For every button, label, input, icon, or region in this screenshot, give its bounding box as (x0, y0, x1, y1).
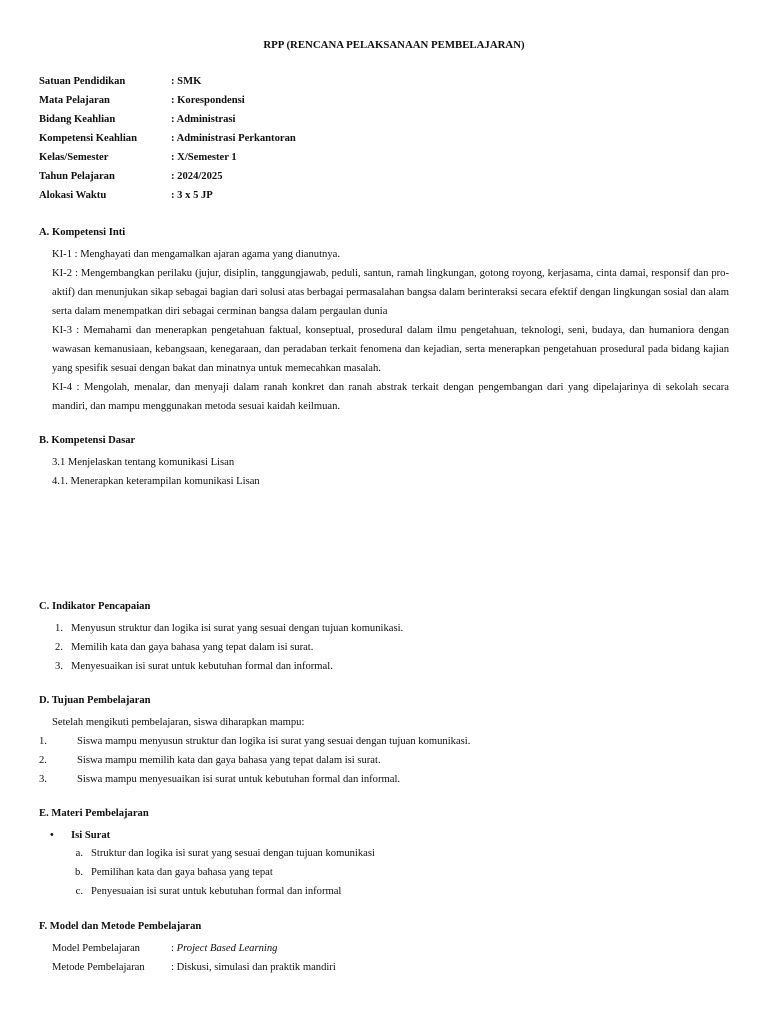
section-heading: D. Tujuan Pembelajaran (39, 695, 151, 706)
ki-item: KI-1 : Menghayati dan mengamalkan ajaran agama yang dianutnya. (52, 249, 340, 260)
meta-label: Satuan Pendidikan (39, 76, 126, 87)
list-item (39, 732, 729, 751)
section-heading: C. Indikator Pencapaian (39, 601, 151, 612)
list-letter: c. (75, 886, 83, 897)
list-text: Siswa mampu menyusun struktur dan logika isi surat yang sesuai dengan tujuan komunikasi. (77, 736, 471, 747)
section-heading: A. Kompetensi Inti (39, 227, 126, 238)
list-item (39, 883, 729, 902)
section-materi (39, 807, 729, 902)
list-item (39, 657, 729, 676)
list-number: 2. (39, 755, 47, 766)
meta-value: : Administrasi Perkantoran (171, 133, 296, 144)
section-kompetensi-inti (39, 226, 729, 416)
meta-value: : 2024/2025 (171, 171, 223, 182)
list-text: Penyesuaian isi surat untuk kebutuhan formal dan informal (91, 886, 342, 897)
list-item (39, 619, 729, 638)
kv-value (171, 939, 277, 958)
list-text: Menyesuaikan isi surat untuk kebutuhan formal dan informal. (71, 661, 333, 672)
ki-item: KI-4 : Mengolah, menalar, dan menyaji dalam ranah konkret dan ranah abstrak terkait dengan pengembangan dari yang dipelajarinya di sekolah secara mandiri, dan mampu menggunakan metoda sesuai kaidah keilmuan. (52, 382, 729, 412)
meta-label: Alokasi Waktu (39, 190, 107, 201)
section-indikator (39, 600, 729, 676)
kv-value (171, 958, 336, 977)
list-text: Menyusun struktur dan logika isi surat yang sesuai dengan tujuan komunikasi. (71, 623, 404, 634)
list-number: 1. (55, 623, 63, 634)
list-text: Memilih kata dan gaya bahasa yang tepat dalam isi surat. (71, 642, 314, 653)
meta-label: Kompetensi Keahlian (39, 133, 137, 144)
kd-item: 3.1 Menjelaskan tentang komunikasi Lisan (52, 457, 235, 468)
kv-row (52, 939, 729, 958)
list-number: 3. (39, 774, 47, 785)
bullet-icon: • (50, 830, 54, 841)
bullet-text: Isi Surat (71, 830, 111, 841)
meta-row (39, 94, 739, 113)
list-text: Siswa mampu menyesuaikan isi surat untuk kebutuhan formal dan informal. (77, 774, 401, 785)
section-heading: E. Materi Pembelajaran (39, 808, 149, 819)
meta-label: Mata Pelajaran (39, 95, 110, 106)
meta-row (39, 170, 739, 189)
list-item (39, 845, 729, 864)
kv-label: Model Pembelajaran (52, 943, 140, 954)
meta-value: : SMK (171, 76, 202, 87)
meta-value: : Korespondensi (171, 95, 245, 106)
meta-row (39, 75, 739, 94)
section-model-metode (39, 920, 729, 977)
section-heading: B. Kompetensi Dasar (39, 435, 136, 446)
ki-item: KI-2 : Mengembangkan perilaku (jujur, disiplin, tanggungjawab, peduli, santun, ramah lingkungan, gotong royong, kerjasama, cinta damai, responsif dan pro-aktif) dan menunjukan sikap sebagai bagian dari solusi atas berbagai permasalahan bangsa dalam berinteraksi secara efektif dengan lingkungan sosial dan alam serta dalam menempatkan diri sebagai cerminan bangsa dalam pergaulan dunia (52, 268, 729, 317)
section-kompetensi-dasar (39, 434, 729, 491)
kv-value-prefix: : (171, 943, 177, 954)
meta-value: : X/Semester 1 (171, 152, 237, 163)
list-item (39, 770, 729, 789)
list-number: 2. (55, 642, 63, 653)
kd-item: 4.1. Menerapkan keterampilan komunikasi Lisan (52, 476, 260, 487)
kv-label: Metode Pembelajaran (52, 962, 145, 973)
list-item (39, 751, 729, 770)
intro-text: Setelah mengikuti pembelajaran, siswa diharapkan mampu: (52, 717, 305, 728)
list-number: 3. (55, 661, 63, 672)
section-tujuan (39, 694, 729, 789)
kv-value-text: : Diskusi, simulasi dan praktik mandiri (171, 962, 336, 973)
meta-label: Bidang Keahlian (39, 114, 116, 125)
meta-row (39, 113, 739, 132)
list-text: Struktur dan logika isi surat yang sesuai dengan tujuan komunikasi (91, 848, 375, 859)
list-letter: b. (75, 867, 83, 878)
bullet-item (39, 826, 729, 845)
list-item (39, 638, 729, 657)
document-title: RPP (RENCANA PELAKSANAAN PEMBELAJARAN) (263, 39, 525, 51)
list-text: Pemilihan kata dan gaya bahasa yang tepat (91, 867, 273, 878)
section-heading: F. Model dan Metode Pembelajaran (39, 921, 202, 932)
meta-value: : Administrasi (171, 114, 236, 125)
list-letter: a. (75, 848, 83, 859)
list-item (39, 864, 729, 883)
kv-value-italic: Project Based Learning (176, 943, 278, 954)
kv-row (52, 958, 729, 977)
list-text: Siswa mampu memilih kata dan gaya bahasa yang tepat dalam isi surat. (77, 755, 381, 766)
meta-label: Tahun Pelajaran (39, 171, 115, 182)
meta-row (39, 151, 739, 170)
ki-item: KI-3 : Memahami dan menerapkan pengetahuan faktual, konseptual, prosedural dalam ilmu pengetahuan, teknologi, seni, budaya, dan humaniora dengan wawasan kemanusiaan, kebangsaan, kenegaraan, dan peradaban terkait fenomena dan kejadian, serta menerapkan pengetahuan prosedural pada bidang kajian yang spesifik sesuai dengan bakat dan minatnya untuk memecahkan masalah. (52, 325, 729, 374)
meta-row (39, 189, 739, 208)
meta-value: : 3 x 5 JP (171, 190, 213, 201)
meta-row (39, 132, 739, 151)
meta-label: Kelas/Semester (39, 152, 109, 163)
identity-table (39, 75, 739, 208)
list-number: 1. (39, 736, 47, 747)
